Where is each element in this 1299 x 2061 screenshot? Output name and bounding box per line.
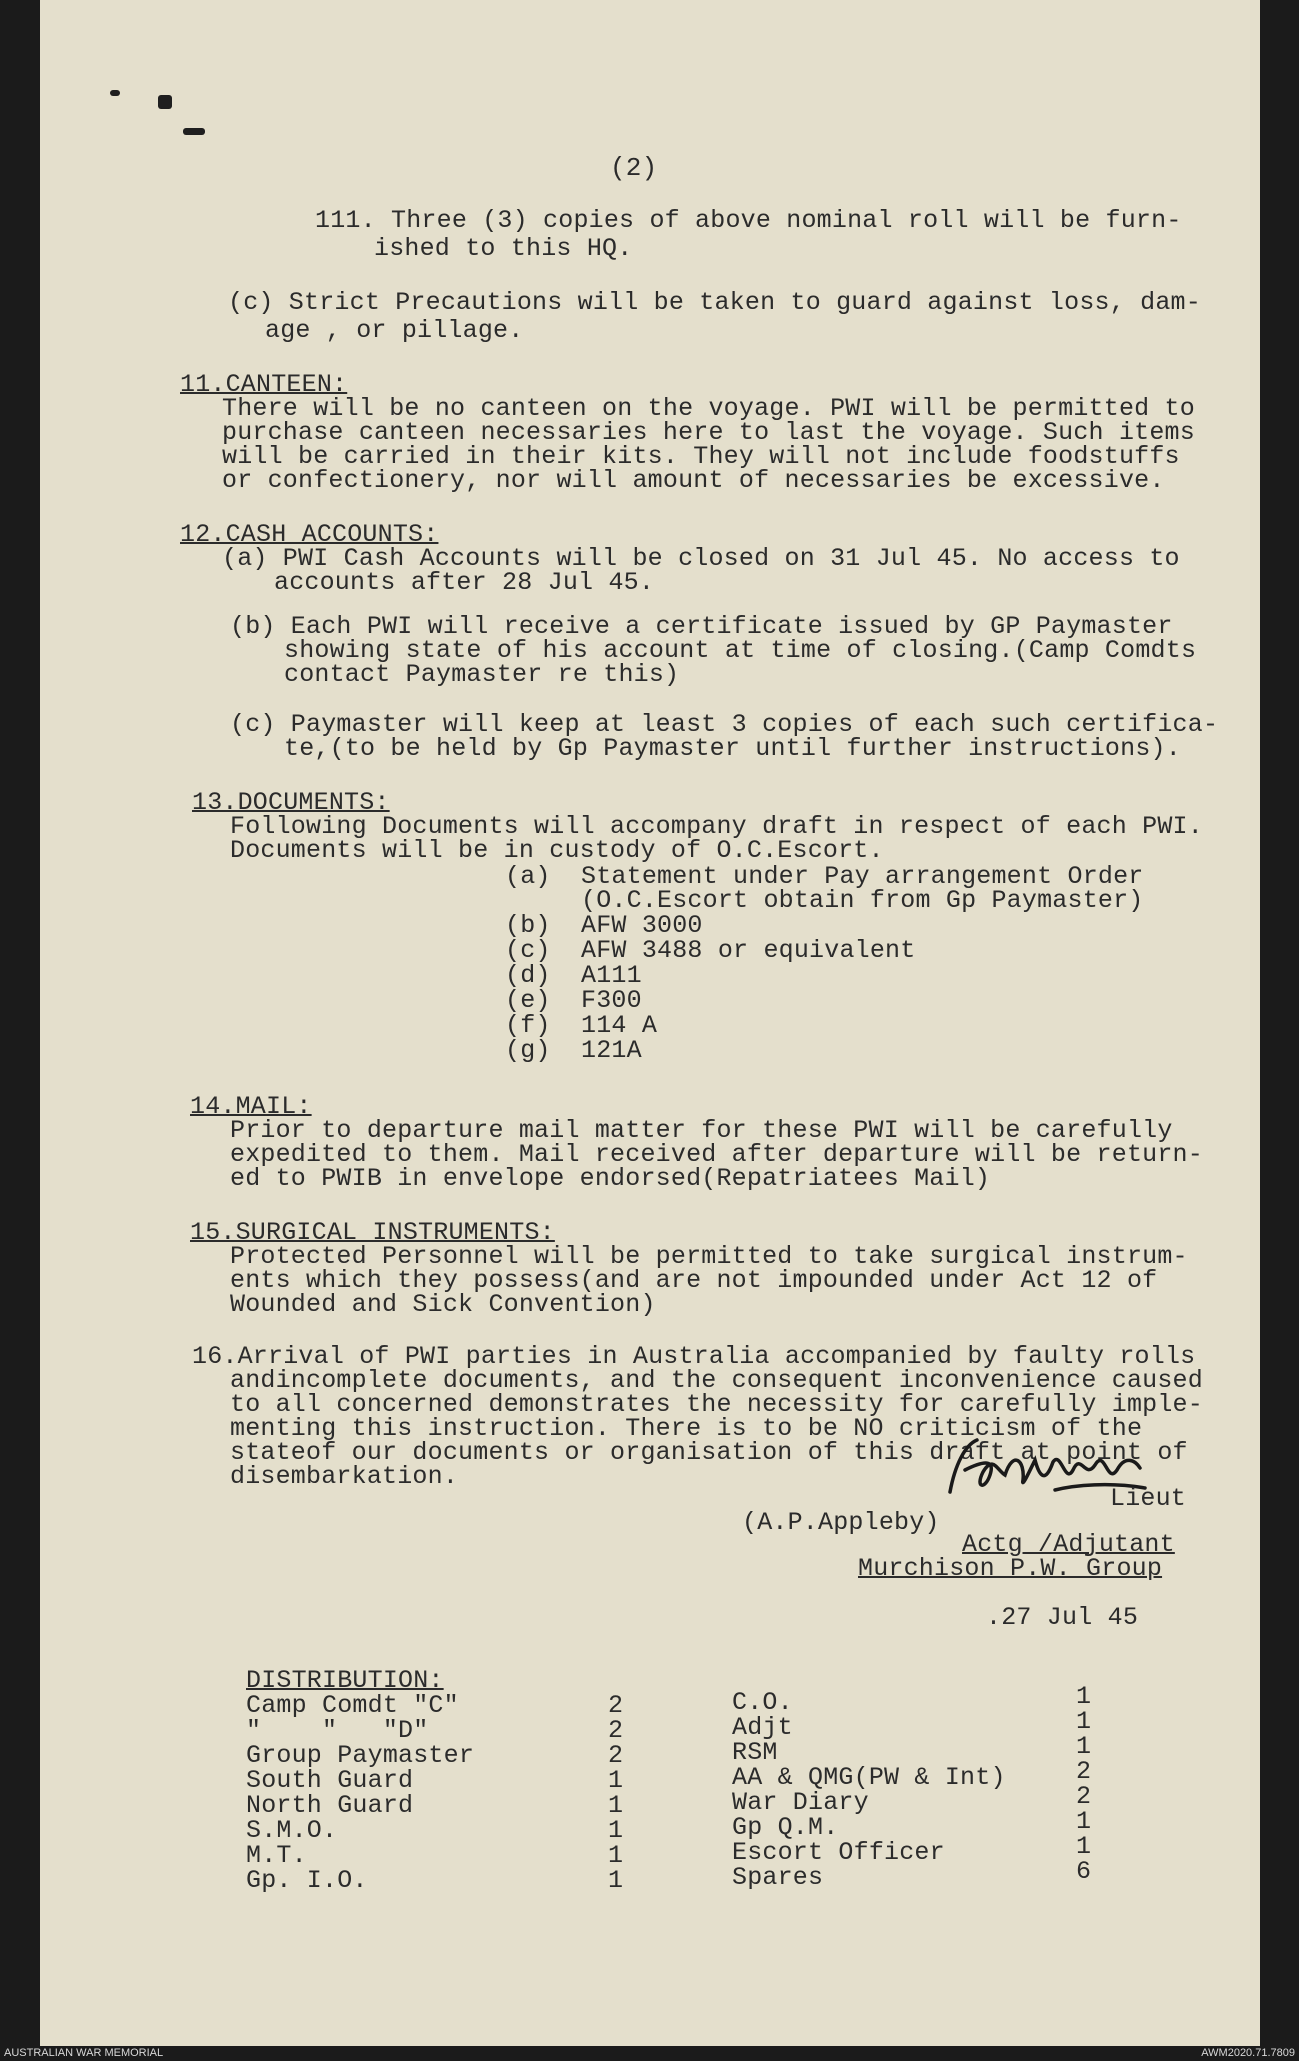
distribution-left-name: Camp Comdt "C" — [246, 1691, 459, 1720]
document-item: (f) 114 A — [505, 1011, 658, 1040]
cash-a-line2: accounts after 28 Jul 45. — [274, 568, 655, 597]
document-item: (g) 121A — [505, 1036, 642, 1065]
para-111-line2: ished to this HQ. — [374, 234, 633, 263]
distribution-left-name: South Guard — [246, 1766, 414, 1795]
mail-line3: ed to PWIB in envelope endorsed(Repatriatees Mail) — [230, 1164, 991, 1193]
para-16-line5: stateof our documents or organisation of this draft at point of — [230, 1438, 1188, 1467]
distribution-right-qty: 1 — [1076, 1732, 1092, 1761]
distribution-heading: DISTRIBUTION: — [246, 1666, 444, 1695]
surgical-line1: Protected Personnel will be permitted to take surgical instrum- — [230, 1242, 1188, 1271]
surgical-heading: 15.SURGICAL INSTRUMENTS: — [190, 1218, 555, 1247]
mail-line1: Prior to departure mail matter for these PWI will be carefully — [230, 1116, 1173, 1145]
para-c-line2: age , or pillage. — [265, 316, 524, 345]
distribution-left-name: Group Paymaster — [246, 1741, 475, 1770]
distribution-left-name: M.T. — [246, 1841, 307, 1870]
surgical-line2: ents which they possess(and are not impounded under Act 12 of — [230, 1266, 1158, 1295]
distribution-left-name: North Guard — [246, 1791, 414, 1820]
canteen-line1: There will be no canteen on the voyage. PWI will be permitted to — [222, 394, 1195, 423]
distribution-left-qty: 1 — [608, 1766, 624, 1795]
document-item: (a) Statement under Pay arrangement Order — [505, 862, 1144, 891]
document-item: (e) F300 — [505, 986, 642, 1015]
para-16-line3: to all concerned demonstrates the necessity for carefully imple- — [230, 1390, 1203, 1419]
distribution-right-name: Adjt — [732, 1713, 793, 1742]
documents-heading: 13.DOCUMENTS: — [192, 788, 390, 817]
distribution-left-qty: 2 — [608, 1716, 624, 1745]
staple-mark — [183, 128, 205, 135]
distribution-left-qty: 1 — [608, 1791, 624, 1820]
documents-line1: Following Documents will accompany draft in respect of each PWI. — [230, 812, 1203, 841]
surgical-line3: Wounded and Sick Convention) — [230, 1290, 656, 1319]
para-16-line6: disembarkation. — [230, 1462, 459, 1491]
distribution-right-qty: 1 — [1076, 1682, 1092, 1711]
cash-b-line2: showing state of his account at time of closing.(Camp Comdts — [284, 636, 1197, 665]
distribution-left-qty: 1 — [608, 1866, 624, 1895]
staple-mark — [110, 90, 120, 96]
document-date: .27 Jul 45 — [986, 1603, 1139, 1632]
distribution-right-qty: 2 — [1076, 1782, 1092, 1811]
footer-archive-name: AUSTRALIAN WAR MEMORIAL — [4, 2047, 164, 2059]
canteen-heading: 11.CANTEEN: — [180, 370, 348, 399]
distribution-right-name: Escort Officer — [732, 1838, 945, 1867]
signer-rank: Lieut — [1110, 1484, 1187, 1513]
mail-line2: expedited to them. Mail received after departure will be return- — [230, 1140, 1203, 1169]
distribution-left-name: " " "D" — [246, 1716, 429, 1745]
distribution-right-qty: 1 — [1076, 1807, 1092, 1836]
distribution-left-qty: 2 — [608, 1691, 624, 1720]
distribution-left-qty: 1 — [608, 1841, 624, 1870]
distribution-left-name: Gp. I.O. — [246, 1866, 368, 1895]
distribution-right-name: Spares — [732, 1863, 824, 1892]
canteen-line4: or confectionery, nor will amount of necessaries be excessive. — [222, 466, 1165, 495]
document-item: (b) AFW 3000 — [505, 911, 703, 940]
document-page — [40, 0, 1260, 2046]
para-16-line2: andincomplete documents, and the consequent inconvenience caused — [230, 1366, 1203, 1395]
documents-line2: Documents will be in custody of O.C.Escort. — [230, 836, 884, 865]
distribution-right-name: AA & QMG(PW & Int) — [732, 1763, 1006, 1792]
canteen-line2: purchase canteen necessaries here to last the voyage. Such items — [222, 418, 1195, 447]
mail-heading: 14.MAIL: — [190, 1092, 312, 1121]
cash-accounts-heading: 12.CASH ACCOUNTS: — [180, 520, 439, 549]
distribution-right-name: Gp Q.M. — [732, 1813, 839, 1842]
para-c-line1: (c) Strict Precautions will be taken to guard against loss, dam- — [228, 288, 1201, 317]
distribution-left-name: S.M.O. — [246, 1816, 338, 1845]
distribution-left-qty: 1 — [608, 1816, 624, 1845]
staple-mark — [158, 95, 172, 109]
cash-a-line1: (a) PWI Cash Accounts will be closed on 31 Jul 45. No access to — [222, 544, 1180, 573]
cash-b-line1: (b) Each PWI will receive a certificate issued by GP Paymaster — [230, 612, 1173, 641]
distribution-right-qty: 1 — [1076, 1832, 1092, 1861]
para-16-line1: 16.Arrival of PWI parties in Australia accompanied by faulty rolls — [192, 1342, 1196, 1371]
distribution-left-qty: 2 — [608, 1741, 624, 1770]
document-item: (O.C.Escort obtain from Gp Paymaster) — [505, 886, 1144, 915]
signer-role: Actg /Adjutant — [962, 1530, 1175, 1559]
document-item: (c) AFW 3488 or equivalent — [505, 936, 916, 965]
document-item: (d) A111 — [505, 961, 642, 990]
para-111-line1: 111. Three (3) copies of above nominal roll will be furn- — [315, 206, 1182, 235]
footer-accession-id: AWM2020.71.7809 — [1201, 2047, 1295, 2059]
distribution-right-name: C.O. — [732, 1688, 793, 1717]
cash-c-line2: te,(to be held by Gp Paymaster until further instructions). — [284, 734, 1181, 763]
canteen-line3: will be carried in their kits. They will not include foodstuffs — [222, 442, 1180, 471]
cash-b-line3: contact Paymaster re this) — [284, 660, 680, 689]
signer-name: (A.P.Appleby) — [742, 1508, 940, 1537]
distribution-right-qty: 1 — [1076, 1707, 1092, 1736]
para-16-line4: menting this instruction. There is to be NO criticism of the — [230, 1414, 1143, 1443]
signer-unit: Murchison P.W. Group — [858, 1554, 1163, 1583]
page-number: (2) — [610, 153, 658, 183]
distribution-right-name: War Diary — [732, 1788, 869, 1817]
cash-c-line1: (c) Paymaster will keep at least 3 copies of each such certifica- — [230, 710, 1219, 739]
distribution-right-qty: 2 — [1076, 1757, 1092, 1786]
distribution-right-qty: 6 — [1076, 1857, 1092, 1886]
distribution-right-name: RSM — [732, 1738, 778, 1767]
